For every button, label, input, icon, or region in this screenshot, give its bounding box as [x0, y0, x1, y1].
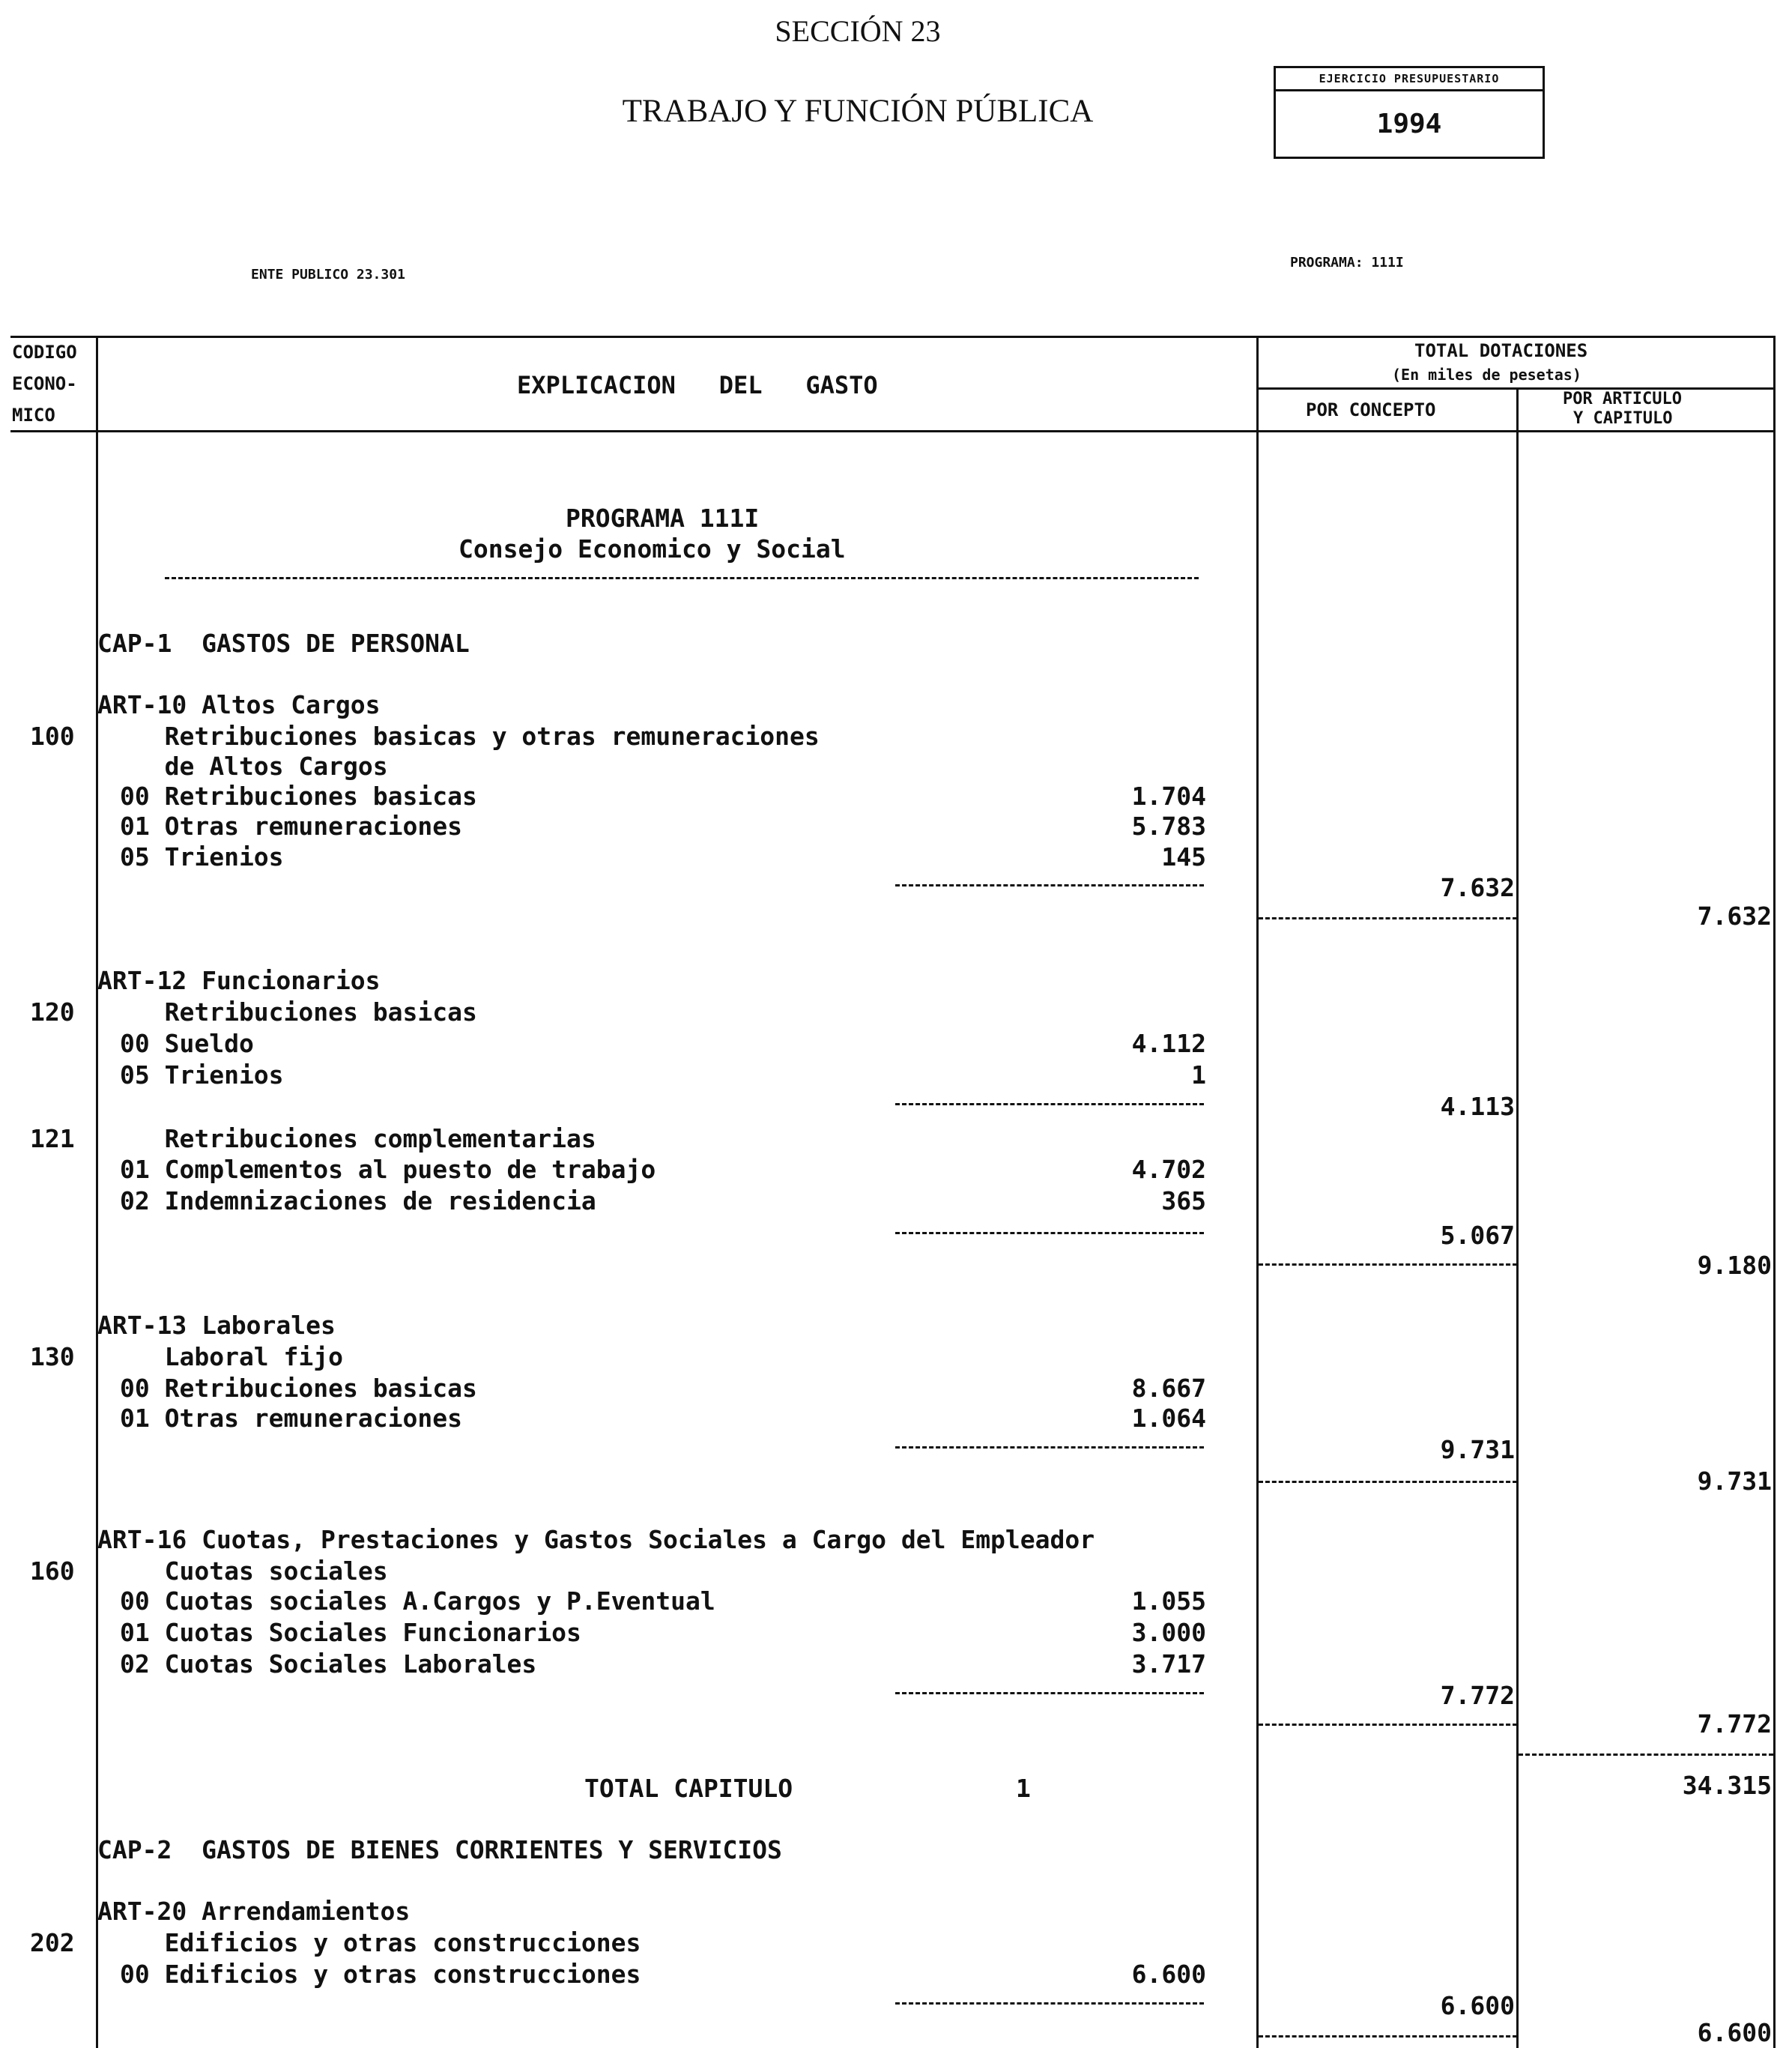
concepto-rule: [1259, 2035, 1517, 2038]
subconcept-line: 05 Trienios: [120, 842, 284, 872]
article-heading: ART-12 Funcionarios: [97, 966, 381, 995]
code-header-2: ECONO-: [12, 373, 77, 394]
subconcept-line: 02 Cuotas Sociales Laborales: [120, 1649, 537, 1679]
concept-description: Laboral fijo: [120, 1342, 344, 1371]
concepto-total: 7.772: [1440, 1681, 1515, 1710]
subconcept-line: 02 Indemnizaciones de residencia: [120, 1186, 596, 1215]
economic-code: 100: [30, 722, 75, 751]
por-articulo-header-1: POR ARTICULO: [1563, 390, 1682, 408]
economic-code: 120: [30, 997, 75, 1027]
concepto-rule: [1259, 1724, 1517, 1726]
subconcept-line: 05 Trienios: [120, 1060, 284, 1090]
chapter-heading: CAP-2 GASTOS DE BIENES CORRIENTES Y SERVICIOS: [97, 1835, 782, 1864]
articulo-total: 9.731: [1697, 1466, 1772, 1496]
subconcept-amount: 6.600: [1131, 1960, 1206, 1989]
subtotal-rule: [895, 1692, 1204, 1694]
concepto-rule: [1259, 1263, 1517, 1266]
articulo-total: 9.180: [1697, 1251, 1772, 1280]
ministry-title: TRABAJO Y FUNCIÓN PÚBLICA: [622, 94, 1094, 129]
program-subtitle: Consejo Economico y Social: [458, 534, 846, 564]
economic-code: 202: [30, 1928, 75, 1957]
subtotal-rule: [895, 1446, 1204, 1449]
articulo-column-rule: [1516, 387, 1519, 2048]
articulo-total: 7.772: [1697, 1709, 1772, 1739]
chapter-heading: CAP-1 GASTOS DE PERSONAL: [97, 629, 470, 658]
chapter-rule: [1519, 1754, 1773, 1756]
article-heading: ART-20 Arrendamientos: [97, 1897, 411, 1926]
code-column-rule: [96, 336, 98, 2048]
table-top-rule: [10, 336, 1776, 338]
subtotal-rule: [895, 884, 1204, 886]
subconcept-amount: 365: [1161, 1186, 1206, 1215]
subconcept-amount: 4.112: [1131, 1029, 1206, 1058]
concepto-total: 7.632: [1440, 873, 1515, 902]
subconcept-amount: 3.000: [1131, 1618, 1206, 1647]
subconcept-amount: 1.064: [1131, 1404, 1206, 1433]
subtotal-rule: [895, 2002, 1204, 2005]
ente-publico: ENTE PUBLICO 23.301: [251, 267, 405, 283]
budget-year-box: [1274, 66, 1545, 159]
subconcept-line: 00 Retribuciones basicas: [120, 782, 477, 811]
subconcept-amount: 8.667: [1131, 1374, 1206, 1403]
programa-label: PROGRAMA: 111I: [1290, 255, 1404, 271]
subtotal-rule: [895, 1232, 1204, 1234]
concept-description: Retribuciones basicas: [120, 997, 477, 1027]
subconcept-line: 01 Otras remuneraciones: [120, 1404, 462, 1433]
subconcept-amount: 5.783: [1131, 812, 1206, 841]
chapter-total-amount: 34.315: [1682, 1771, 1772, 1800]
concept-description: Retribuciones basicas y otras remuneraciones: [120, 722, 820, 751]
concept-description: de Altos Cargos: [120, 752, 388, 781]
article-heading: ART-13 Laborales: [97, 1311, 336, 1340]
economic-code: 160: [30, 1556, 75, 1586]
subconcept-line: 01 Complementos al puesto de trabajo: [120, 1155, 656, 1184]
subconcept-amount: 1.055: [1131, 1586, 1206, 1616]
explanation-header: EXPLICACION DEL GASTO: [517, 371, 878, 399]
subconcept-line: 00 Retribuciones basicas: [120, 1374, 477, 1403]
por-articulo-header-2: Y CAPITULO: [1573, 409, 1673, 428]
concepto-rule: [1259, 917, 1517, 919]
articulo-total: 7.632: [1697, 901, 1772, 931]
concepto-rule: [1259, 1481, 1517, 1483]
code-header-3: MICO: [12, 405, 55, 426]
subconcept-line: 00 Sueldo: [120, 1029, 254, 1058]
article-heading: ART-10 Altos Cargos: [97, 690, 381, 719]
program-rule: [165, 577, 1199, 579]
subconcept-line: 01 Otras remuneraciones: [120, 812, 462, 841]
table-right-rule: [1773, 336, 1776, 2048]
subconcept-amount: 4.702: [1131, 1155, 1206, 1184]
subtotal-rule: [895, 1103, 1204, 1105]
concept-description: Retribuciones complementarias: [120, 1124, 596, 1153]
subconcept-amount: 1.704: [1131, 782, 1206, 811]
concepto-total: 9.731: [1440, 1435, 1515, 1464]
chapter-total-number: 1: [1016, 1774, 1031, 1803]
concepto-total: 4.113: [1440, 1092, 1515, 1121]
concepto-total: 5.067: [1440, 1221, 1515, 1250]
concepto-column-rule: [1256, 336, 1259, 2048]
subconcept-line: 00 Edificios y otras construcciones: [120, 1960, 641, 1989]
por-concepto-header: POR CONCEPTO: [1306, 399, 1436, 420]
subconcept-line: 01 Cuotas Sociales Funcionarios: [120, 1618, 581, 1647]
totals-header: TOTAL DOTACIONES: [1414, 340, 1588, 361]
totals-units: (En miles de pesetas): [1392, 366, 1581, 384]
subconcept-amount: 145: [1161, 842, 1206, 872]
subconcept-amount: 3.717: [1131, 1649, 1206, 1679]
subconcept-amount: 1: [1191, 1060, 1206, 1090]
concept-description: Edificios y otras construcciones: [120, 1928, 641, 1957]
articulo-total: 6.600: [1697, 2018, 1772, 2047]
concept-description: Cuotas sociales: [120, 1556, 388, 1586]
article-heading: ART-16 Cuotas, Prestaciones y Gastos Sociales a Cargo del Empleador: [97, 1525, 1095, 1554]
economic-code: 121: [30, 1124, 75, 1153]
program-title: PROGRAMA 111I: [566, 504, 760, 533]
economic-code: 130: [30, 1342, 75, 1371]
concepto-total: 6.600: [1440, 1991, 1515, 2020]
table-header-rule: [10, 430, 1776, 432]
code-header-1: CODIGO: [12, 342, 77, 363]
section-title: SECCIÓN 23: [775, 14, 941, 48]
budget-year-label: EJERCICIO PRESUPUESTARIO: [1276, 68, 1543, 91]
budget-year-value: 1994: [1376, 109, 1442, 139]
subconcept-line: 00 Cuotas sociales A.Cargos y P.Eventual: [120, 1586, 715, 1616]
chapter-total-label: TOTAL CAPITULO: [584, 1774, 793, 1803]
